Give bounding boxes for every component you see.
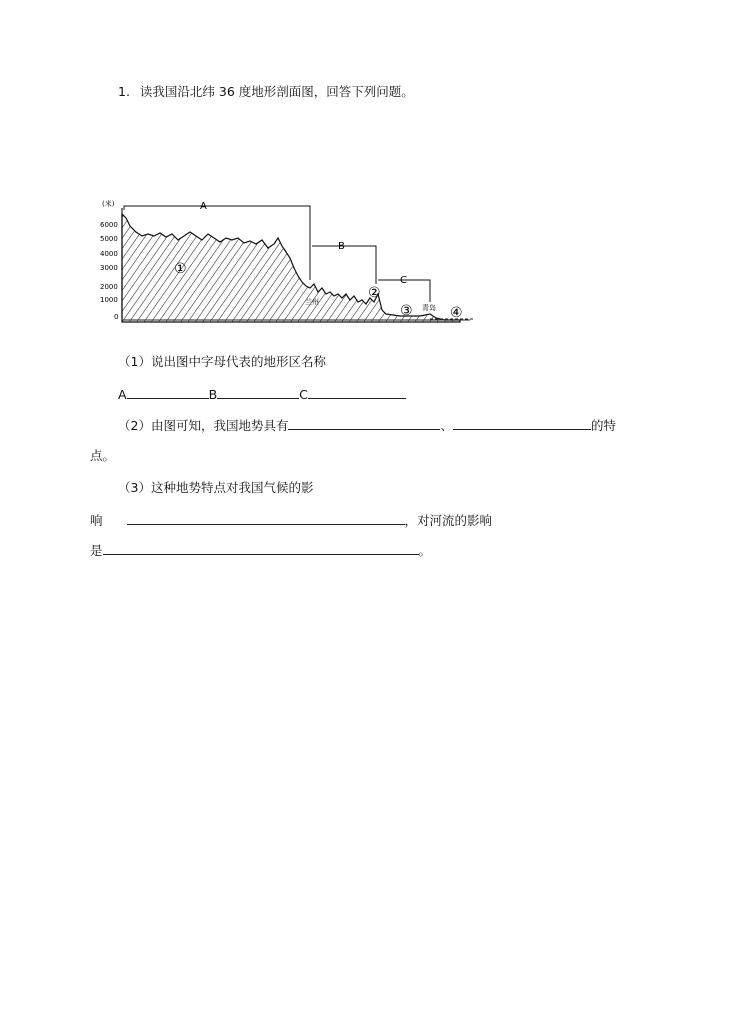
y-tick-label: 6000	[100, 221, 118, 229]
region-label-b: B	[338, 241, 345, 252]
y-tick-labels	[100, 221, 118, 321]
place-label-qingdao: 青岛	[422, 304, 436, 312]
answer-row-1	[118, 386, 406, 403]
y-tick-label: 4000	[100, 250, 118, 258]
sub-question-3	[118, 480, 313, 496]
sub-question-2	[118, 417, 616, 434]
answer-blank-c[interactable]	[308, 386, 406, 399]
circled-label-2: ②	[368, 285, 381, 301]
answer-blank-a[interactable]	[127, 386, 209, 399]
question-text: 读我国沿北纬 36 度地形剖面图，回答下列问题。	[139, 84, 414, 99]
sub-question-3-line3	[90, 542, 431, 559]
sub-question-1	[118, 354, 326, 370]
sub-question-1-prompt: （1）说出图中字母代表的地形区名称	[118, 354, 326, 369]
sub-question-3-line2-mid: ，对河流的影响	[404, 513, 493, 528]
sub-question-2-sep: 、	[440, 418, 453, 433]
y-unit-label: (米)	[102, 200, 115, 208]
circled-label-3: ③	[400, 303, 413, 319]
region-label-a: A	[200, 201, 207, 212]
sub-question-3-line2-start: 响	[90, 513, 103, 528]
answer-letter-b: B	[208, 387, 218, 402]
answer-letter-c: C	[299, 387, 308, 402]
sub-question-2-prompt: （2）由图可知，我国地势具有	[118, 418, 289, 433]
sub-question-3-line2	[90, 512, 492, 529]
terrain-profile-figure	[100, 196, 480, 326]
answer-blank-2a[interactable]	[288, 417, 440, 430]
sub-question-2-continued	[90, 448, 115, 464]
circled-label-1: ①	[174, 261, 187, 277]
region-label-c: C	[400, 275, 407, 286]
question-stem	[118, 84, 414, 100]
answer-letter-a: A	[118, 387, 127, 402]
circled-label-4: ④	[450, 305, 463, 321]
answer-blank-b[interactable]	[217, 386, 299, 399]
answer-blank-3b[interactable]	[103, 542, 419, 555]
sub-question-3-line3-start: 是	[90, 543, 103, 558]
y-tick-label: 3000	[100, 264, 118, 272]
sub-question-2-tail: 的特	[590, 418, 616, 433]
place-label-lanzhou: 兰州	[305, 298, 319, 306]
answer-blank-3a[interactable]	[127, 512, 405, 525]
sub-question-3-line3-end: 。	[418, 543, 432, 558]
y-tick-label: 5000	[100, 235, 118, 243]
y-tick-label: 2000	[100, 283, 118, 291]
sub-question-3-prompt: （3）这种地势特点对我国气候的影	[118, 480, 314, 495]
y-tick-label: 0	[114, 313, 119, 321]
question-number: 1.	[118, 84, 130, 99]
answer-blank-2b[interactable]	[453, 417, 591, 430]
y-tick-label: 1000	[100, 296, 118, 304]
sub-question-2-tail2: 点。	[90, 448, 116, 463]
